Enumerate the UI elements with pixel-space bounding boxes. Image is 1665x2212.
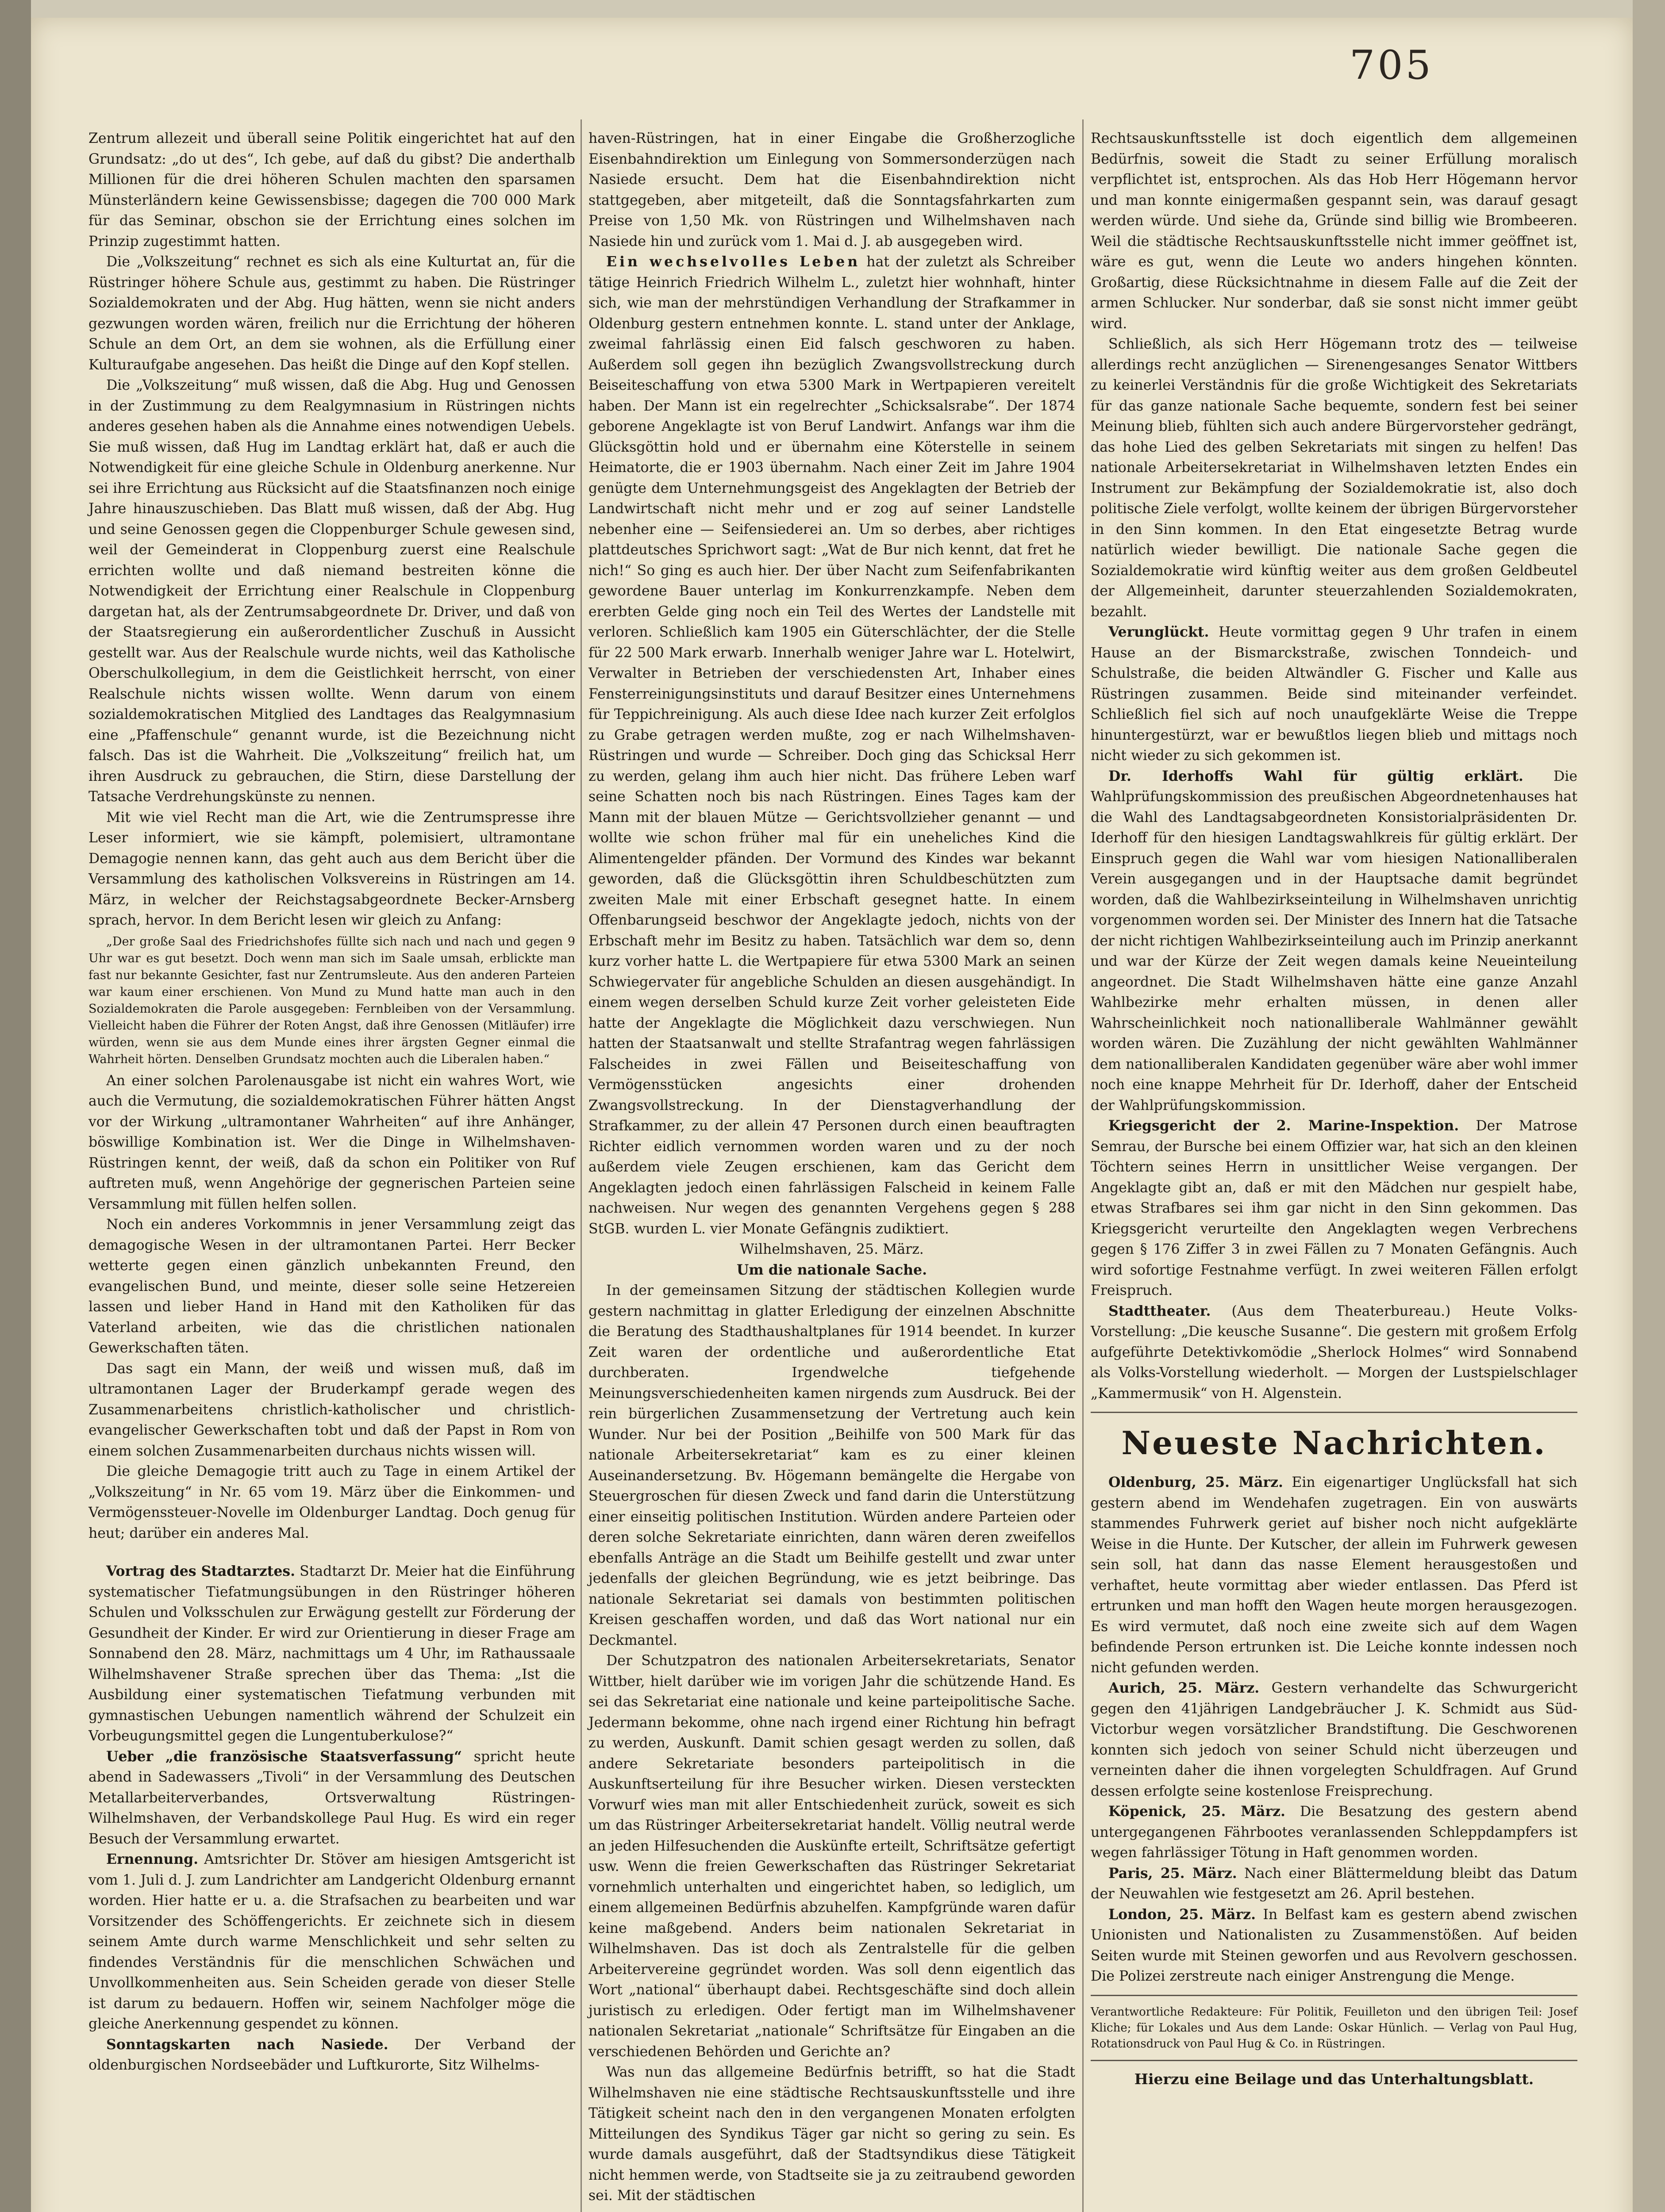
article-heading: Verunglückt. <box>1108 624 1209 640</box>
neueste-nachrichten-title: Neueste Nachrichten. <box>1121 1424 1547 1462</box>
news-place: Oldenburg, 25. März. <box>1108 1474 1283 1490</box>
article-heading: Ernennung. <box>106 1851 199 1867</box>
paragraph: Die gleiche Demagogie tritt auch zu Tage in einem Artikel der „Volkszeitung“ in Nr. 65 vom 19. März über die Einkommen- und Vermögenssteuer-Novelle im Oldenburger Landtag. Doch genug für heut; darüber ein anderes Mal. <box>88 1463 575 1541</box>
article-heading: Um die nationale Sache. <box>736 1261 927 1278</box>
paragraph: Mit wie viel Recht man die Art, wie die Zentrumspresse ihre Leser informiert, wie sie kämpft, polemisiert, ultramontane Demagogie nennen kann, das geht auch aus dem Bericht über die Versammlung des katholischen Volksvereins in Rüstringen am 14. März, in welcher der Reichstagsabgeordnete Becker-Arnsberg sprach, hervor. In dem Bericht lesen wir gleich zu Anfang: <box>88 809 575 928</box>
news-text: Ein eigenartiger Unglücksfall hat sich gestern abend im Wendehafen zugetragen. Ein von auswärts stammendes Fuhrwerk geriet auf bisher noch nicht aufgeklärte Weise in die Hunte. Der Kutscher, der allein im Fuhrwerk gewesen sein soll, hat dann das nasse Element herausgestoßen und verhaftet, heute vormittag aber wieder entlassen. Das Pferd ist ertrunken und man hofft den Wagen heute morgen herausgezogen. Es wird vermutet, daß noch eine zweite sich auf dem Wagen befindende Person ertrunken ist. Die Leiche konnte indessen noch nicht gefunden werden. <box>1091 1475 1578 1676</box>
news-text: In Belfast kam es gestern abend zwischen Unionisten und Nationalisten zu Zusammenstößen. Auf beiden Seiten wurde mit Steinen geworfen und aus Revolvern geschossen. Die Polizei zerstreute nach einiger Anstrengung die Menge. <box>1091 1906 1577 1984</box>
column-3 <box>1091 128 1577 2089</box>
news-item <box>1091 1905 1577 1987</box>
column-1 <box>88 128 575 2076</box>
article-body: Amtsrichter Dr. Stöver am hiesigen Amtsgericht ist vom 1. Juli d. J. zum Landrichter am Landgericht Oldenburg ernannt worden. Hier hatte er u. a. die Strafsachen zu bearbeiten und war Vorsitzender des Schöffengerichts. Er zeichnete sich in diesem seinem Amte durch warme Menschlichkeit und sehr selten zu findendes Verständnis für die menschlichen Schwächen und Unvollkommenheiten aus. Sein Scheiden gerade von dieser Stelle ist darum zu bedauern. Hoffen wir, seinem Nachfolger möge die gleiche Anerkennung gespendet zu können. <box>88 1851 576 2032</box>
column-rule-2 <box>1082 119 1084 2212</box>
article-theater <box>1091 1301 1577 1404</box>
article-verungl <box>1091 622 1577 766</box>
article-heading: Stadttheater. <box>1108 1302 1211 1319</box>
article-body: Die Wahlprüfungskommission des preußischen Abgeordnetenhauses hat die Wahl des Landtagsabgeordneten Konsistorialpräsidenten Dr. Iderhoff für den hiesigen Landtagswahlkreis für gültig erklärt. Der Einspruch gegen die Wahl war vom hiesigen Nationalliberalen Verein ausgegangen und in der Hauptsache damit begründet worden, daß die Wahlbezirkseinteilung in Wilhelmshaven unrichtig vorgenommen worden sei. Der Minister des Innern hat die Tatsache der nicht richtigen Wahlbezirkseinteilung auch im Prinzip anerkannt und war der Kürze der Zeit wegen damals keine Neueinteilung angeordnet. Die Stadt Wilhelmshaven hätte eine ganze Anzahl Wahlbezirke mehr erhalten müssen, in denen aller Wahrscheinlichkeit noch nationalliberale Wahlmänner gewählt worden wären. Die Zuzählung der nicht gewählten Wahlmänner dem nationalliberalen Kandidaten gegenüber wäre aber wohl immer noch eine knappe Mehrheit für Dr. Iderhoff, daher der Entscheid der Wahlprüfungskommission. <box>1091 768 1577 1114</box>
paragraph: Schließlich, als sich Herr Högemann trotz des — teilweise allerdings recht anzüglichen — Sirenengesanges Senator Wittbers zu keinerlei Verständnis für die große Wichtigkeit des Sekretariats für das ganze nationale Sache bequemte, sondern fest bei seiner Meinung blieb, fühlten sich auch andere Bürgervorsteher gedrängt, das hohe Lied des gelben Sekretariats mit singen zu helfen! Das nationale Arbeitersekretariat in Wilhelmshaven letzten Endes ein Instrument zur Bekämpfung der Sozialdemokratie ist, also doch politische Ziele verfolgt, wollte keinem der übrigen Bürgervorsteher in den Sinn kommen. In den Etat eingesetzte Betrag wurde natürlich wieder bewilligt. Die nationale Sache gegen die Sozialdemokratie wird künftig weiter aus dem großen Geldbeutel der Allgemeinheit, darunter steuerzahlenden Sozialdemokraten, bezahlt. <box>1091 336 1577 620</box>
impressum: Verantwortliche Redakteure: Für Politik, Feuilleton und den übrigen Teil: Josef Kliche; für Lokales und Aus dem Lande: Oskar Hünlich. — Verlag von Paul Hug, Rotationsdruck von Paul Hug & Co. in Rüstringen. <box>1091 2005 1577 2051</box>
paragraph: In der gemeinsamen Sitzung der städtischen Kollegien wurde gestern nachmittag in glatter Erledigung der einzelnen Abschnitte die Beratung des Stadthaushaltplanes für 1914 beendet. In kurzer Zeit waren der ordentliche und außerordentliche Etat durchberaten. Irgendwelche tiefgehende Meinungsverschiedenheiten kamen nirgends zum Ausdruck. Bei der rein bürgerlichen Zusammensetzung der Vertretung auch kein Wunder. Nur bei der Position „Beihilfe von 500 Mark für das nationale Arbeitersekretariat“ kam es zu einer kleinen Auseinandersetzung. Bv. Högemann bemängelte die Hergabe von Steuergroschen für diesen Zweck und fand darin die Unterstützung einer einseitig politischen Institution. Würden andere Parteien oder deren solche Sekretariate einrichten, dann wären deren zweifellos ebenfalls Anträge an die Stadt um Beihilfe gestellt und zwar unter jedenfalls der gleichen Begründung, wie es jetzt beibringe. Das nationale Sekretariat sei damals von bestimmten politischen Kreisen geschaffen worden, und daß das Wort national nur ein Deckmantel. <box>588 1283 1075 1648</box>
article-body: Der Verband der oldenburgischen Nordseebäder und Luftkurorte, Sitz Wilhelms- <box>88 2036 576 2073</box>
article-verfassung <box>88 1747 575 1850</box>
paragraph: haven-Rüstringen, hat in einer Eingabe die Großherzogliche Eisenbahndirektion um Einlegung von Sommersonderzügen nach Nasiede ersucht. Dem hat die Eisenbahndirektion nicht stattgegeben, aber mitgeteilt, daß die Sonntagsfahrkarten zum Preise von 1,50 Mk. von Rüstringen und Wilhelmshaven nach Nasiede hin und zurück vom 1. Mai d. J. ab ausgegeben wird. <box>588 131 1075 250</box>
news-text: Nach einer Blättermeldung bleibt das Datum der Neuwahlen wie festgesetzt am 26. April bestehen. <box>1091 1865 1577 1902</box>
news-text: Gestern verhandelte das Schwurgericht gegen den 41jährigen Landgebräucher J. K. Schmidt aus Süd-Victorbur wegen vorsätzlicher Brandstiftung. Die Geschworenen konnten sich jedoch von seiner Schuld nicht überzeugen und verneinten daher die ihnen vorgelegten Schuldfragen. Auf Grund dessen erfolgte seine kostenlose Freisprechung. <box>1091 1680 1578 1799</box>
section-divider <box>1091 2060 1577 2061</box>
paragraph: Zentrum allezeit und überall seine Politik eingerichtet hat auf den Grundsatz: „do ut des“, Ich gebe, auf daß du gibst? Die anderthalb Millionen für die drei höheren Schulen machten den sparsamen Münsterländern keine Gewissensbisse; dagegen die 700 000 Mark für das Seminar, obschon sie der Errichtung eines solchen im Prinzip zugestimmt hatten. <box>88 131 575 250</box>
column-2 <box>588 128 1075 2206</box>
news-text: Die Besatzung des gestern abend untergegangenen Fährbootes veranlassenden Schleppdampfers ist wegen fahrlässiger Tötung in Haft genommen worden. <box>1091 1804 1577 1861</box>
article-ernennung <box>88 1849 575 2035</box>
article-body: hat der zuletzt als Schreiber tätige Heinrich Friedrich Wilhelm L., zuletzt hier wohnhaft, hinter sich, wie man der mehrstündigen Verhandlung der Strafkammer in Oldenburg gestern entnehmen konnte. L. stand unter der Anklage, zweimal fahrlässig einen Eid falsch geschworen zu haben. Außerdem soll gegen ihn bezüglich Zwangsvollstreckung durch Beiseiteschaffung von etwa 5300 Mark in Wertpapieren vereitelt haben. Der Mann ist ein regelrechter „Schicksalsrabe“. Der 1874 geborene Angeklagte ist von Beruf Landwirt. Anfangs war ihm die Glücksgöttin hold und er übernahm eine Köterstelle in seinem Heimatorte, die er 1903 übernahm. Nach einer Zeit im Jahre 1904 genügte dem Unternehmungsgeist des Angeklagten der Betrieb der Landwirtschaft nicht mehr und er zog auf seiner Landstelle nebenher eine — Seifensiederei an. Um so derbes, aber richtiges plattdeutsches Sprichwort sagt: „Wat de Bur nich kennt, dat fret he nich!“ So ging es auch hier. Der über Nacht zum Seifenfabrikanten gewordene Bauer unterlag im Konkurrenzkampfe. Neben dem ererbten Gelde ging noch ein Teil des Wertes der Landstelle mit verloren. Schließlich kam 1905 ein Güterschlächter, der die Stelle für 22 500 Mark erwarb. Innerhalb weniger Jahre war L. Hotelwirt, Verwalter in Betrieben der verschiedensten Art, Inhaber eines Fensterreinigungsinstituts und darauf Besitzer eines Unternehmens für Teppichreinigung. Als auch diese Idee nach kurzer Zeit erfolglos zu Grabe getragen werden mußte, zog er nach Wilhelmshaven-Rüstringen und wurde — Schreiber. Doch ging das Schicksal Herr zu werden, gelang ihm auch hier nicht. Das frühere Leben warf seine Schatten noch bis nach Rüstringen. Eines Tages kam der Mann mit der blauen Mütze — Gerichtsvollzieher genannt — und wollte wie schon früher mal für ein uneheliches Kind die Alimentengelder pfänden. Der Vormund des Kindes war bekannt geworden, daß die Glücksgöttin ihren Schuldbeschützten zum zweiten Male mit einer Erbschaft gesegnet hatte. In einem Offenbarungseid beschwor der Angeklagte jedoch, nichts von der Erbschaft mehr im Besitz zu haben. Tatsächlich war dem so, denn kurz vorher hatte L. die Wertpapiere für etwa 5300 Mark an seinen Schwiegervater für angebliche Schulden an diesen ausgehändigt. In einem wegen derselben Schuld kurze Zeit vorher geleisteten Eide hatte der Angeklagte die Möglichkeit dazu verschwiegen. Nun hatten der Staatsanwalt und stellte Strafantrag wegen fahrlässigen Falscheides in zwei Fällen und Beiseiteschaffung von Vermögensstücken angesichts einer drohenden Zwangsvollstreckung. In der Dienstagverhandlung der Strafkammer, zu der allein 47 Personen durch einen beauftragten Richter eidlich vernommen worden waren und zu der noch außerdem viele Zeugen erschienen, kam das Gericht dem Angeklagten jedoch einen fahrlässigen Falscheid in keinem Falle nachweisen. Nur wegen des genannten Vergehens gegen § 288 StGB. wurden L. vier Monate Gefängnis zudiktiert. <box>588 254 1075 1237</box>
article-heading: Ueber „die französische Staatsverfassung“ <box>106 1748 462 1765</box>
paragraph: An einer solchen Parolenausgabe ist nicht ein wahres Wort, wie auch die Vermutung, die sozialdemokratischen Führer hätten Angst vor der Wirkung „ultramontaner Wahrheiten“ auf ihre Anhänger, böswillige Kombination ist. Wer die Dinge in Wilhelmshaven-Rüstringen kennt, der weiß, daß da schon ein Politiker von Ruf auftreten muß, wenn Angehörige der gegnerischen Parteien seine Versammlung mit füllen helfen sollen. <box>88 1072 575 1212</box>
page-number: 705 <box>1350 42 1434 88</box>
quote-block: „Der große Saal des Friedrichshofes füllte sich nach und nach und gegen 9 Uhr war es gut besetzt. Doch wenn man sich im Saale umsah, erblickte man fast nur bekannte Gesichter, fast nur Zentrumsleute. Aus den anderen Parteien war kaum einer erschienen. Von Mund zu Mund hatte man auch in den Sozialdemokraten die Parole ausgegeben: Fernbleiben von der Versammlung. Vielleicht haben die Führer der Roten Angst, daß ihre Genossen (Mitläufer) irre würden, wenn sie aus dem Munde eines ihrer ärgsten Gegner einmal die Wahrheit hörten. Denselben Grundsatz mochten auch die Liberalen haben.“ <box>88 934 575 1066</box>
article-body: Stadtarzt Dr. Meier hat die Einführung systematischer Tiefatmungsübungen in den Rüstringer höheren Schulen und Volksschulen zur Erwägung gestellt zur Förderung der Gesundheit der Kinder. Er wird zur Orientierung in dieser Frage am Sonnabend den 28. März, nachmittags um 4 Uhr, im Rathaussaale Wilhelmshavener Straße sprechen über das Thema: „Ist die Ausbildung einer systematischen Tiefatmung verbunden mit gymnastischen Uebungen namentlich während der Schulzeit ein Vorbeugungsmittel gegen die Lungentuberkulose?“ <box>88 1563 575 1744</box>
news-item <box>1091 1801 1577 1863</box>
article-body: Der Matrose Semrau, der Bursche bei einem Offizier war, hat sich an den kleinen Töchtern seines Herrn in unsittlicher Weise vergangen. Der Angeklagte gibt an, daß er mit den Mädchen nur gespielt habe, etwas Strafbares sei ihm gar nicht in den Sinn gekommen. Das Kriegsgericht verurteilte den Angeklagten wegen Verbrechens gegen § 176 Ziffer 3 in zwei Fällen zu 7 Monaten Gefängnis. Auch wird sofortige Festnahme verfügt. In zwei weiteren Fällen erfolgt Freispruch. <box>1091 1118 1577 1298</box>
news-item <box>1091 1863 1577 1905</box>
paragraph: Noch ein anderes Vorkommnis in jener Versammlung zeigt das demagogische Wesen in der ultramontanen Partei. Herr Becker wetterte gegen einen gänzlich unbekannten Freund, den evangelischen Bund, und meinte, dieser solle seine Hetzereien lassen und lieber Hand in Hand mit den Katholiken für das Vaterland arbeiten, wie das die christlichen nationalen Gewerkschaften täten. <box>88 1217 575 1356</box>
article-body: (Aus dem Theaterbureau.) Heute Volks-Vorstellung: „Die keusche Susanne“. Die gestern mit großem Erfolg aufgeführte Detektivkomödie „Sherlock Holmes“ wird Sonnabend als Volks-Vorstellung wiederholt. — Morgen der Lustspielschlager „Kammermusik“ von H. Algenstein. <box>1091 1303 1577 1402</box>
article-heading: Kriegsgericht der 2. Marine-Inspektion. <box>1108 1118 1459 1134</box>
paragraph: Die „Volkszeitung“ muß wissen, daß die Abg. Hug und Genossen in der Zustimmung zu dem Realgymnasium in Rüstringen nichts anderes gesehen haben als die Annahme eines notwendigen Uebels. Sie muß wissen, daß Hug im Landtag erklärt hat, daß er auch die Notwendigkeit für eine gleiche Schule in Oldenburg anerkenne. Nur sei ihre Errichtung aus Rücksicht auf die Staatsfinanzen noch einige Jahre hinauszuschieben. Das Blatt muß wissen, daß der Abg. Hug und seine Genossen gegen die Cloppenburger Schule gewesen sind, weil der Gemeinderat in Cloppenburg zuerst eine Realschule errichten wollte und daß niemand bestreiten könne die Notwendigkeit der Errichtung einer Realschule in Cloppenburg dargetan hat, als der Zentrumsabgeordnete Dr. Driver, und daß von der Staatsregierung ein außerordentlicher Zuschuß in Aussicht gestellt war. Aus der Realschule wurde nichts, weil das Katholische Oberschulkollegium, in dem die Geistlichkeit herrscht, von einer Realschule nichts wissen wollte. Wenn darum von einem sozialdemokratischen Mitglied des Landtages das Realgymnasium eine „Pfaffenschule“ genannt wurde, ist die Bezeichnung nicht falsch. Das ist die Wahrheit. Die „Volkszeitung“ freilich hat, um ihren Ausdruck zu gebrauchen, die Stirn, diese Darstellung der Tatsache Verdrehungskünste zu nennen. <box>88 377 575 805</box>
section-divider <box>1091 1995 1577 1996</box>
dateline: Wilhelmshaven, 25. März. <box>740 1241 924 1257</box>
paragraph: Rechtsauskunftsstelle ist doch eigentlich dem allgemeinen Bedürfnis, soweit die Stadt zu seiner Erfüllung moralisch verpflichtet ist, entsprochen. Als das Hob Herr Högemann hervor und man konnte einigermaßen gespannt sein, was darauf gesagt werden würde. Und siehe da, Gründe sind billig wie Brombeeren. Weil die städtische Rechtsauskunftsstelle nicht immer geöffnet ist, wäre es gut, wenn die Leute wo anders hingehen könnten. Großartig, diese Rücksichtnahme in diesem Falle auf die Zeit der armen Schlucker. Nur sonderbar, daß sie sonst nicht immer geübt wird. <box>1091 131 1577 332</box>
column-rule-1 <box>581 119 582 2212</box>
article-heading: Dr. Iderhoffs Wahl für gültig erklärt. <box>1108 768 1523 784</box>
article-iderhoff <box>1091 766 1577 1116</box>
article-sonntag <box>88 2035 575 2076</box>
section-divider <box>1091 1412 1577 1413</box>
news-place: Aurich, 25. März. <box>1108 1680 1260 1696</box>
paragraph: Was nun das allgemeine Bedürfnis betrifft, so hat die Stadt Wilhelmshaven nie eine städtische Rechtsauskunftsstelle und ihre Tätigkeit scheint nach den in den vergangenen Monaten erfolgten Mitteilungen des Syndikus Täger gar nicht so gering zu sein. Es wurde damals ausgeführt, daß der Stadtsyndikus diese Tätigkeit nicht hemmen werde, von Stadtseite sie ja zu zeitraubend geworden sei. Mit der städtischen <box>588 2064 1075 2204</box>
left-page-edge <box>0 0 31 2212</box>
news-place: Köpenick, 25. März. <box>1108 1803 1285 1820</box>
article-leben <box>588 252 1075 1239</box>
article-body: Heute vormittag gegen 9 Uhr trafen in einem Hause an der Bismarckstraße, zwischen Tonndeich- und Schulstraße, die beiden Altwändler G. Fischer und Kalle aus Rüstringen zusammen. Beide sind miteinander verfeindet. Schließlich fiel sich auf noch unaufgeklärte Weise die Treppe hinuntergestürzt, war er bewußtlos liegen blieb und mittags noch nicht wieder zu sich gekommen ist. <box>1091 624 1578 764</box>
news-place: Paris, 25. März. <box>1108 1865 1237 1882</box>
article-heading: Ein wechselvolles Leben <box>606 253 861 270</box>
news-place: London, 25. März. <box>1108 1906 1256 1923</box>
paragraph: Das sagt ein Mann, der weiß und wissen muß, daß im ultramontanen Lager der Bruderkampf gerade wegen des Zusammenarbeitens christlich-katholischer und christlich-evangelischer Gewerkschaften tobt und daß der Papst in Rom von einem solchen Zusammenarbeiten durchaus nichts wissen will. <box>88 1360 575 1459</box>
right-page-edge <box>1633 0 1665 2212</box>
article-vortrag <box>88 1561 575 1747</box>
news-item <box>1091 1678 1577 1801</box>
article-heading: Vortrag des Stadtarztes. <box>106 1563 296 1579</box>
paragraph: Der Schutzpatron des nationalen Arbeitersekretariats, Senator Wittber, hielt darüber wie im vorigen Jahr die schützende Hand. Es sei das Sekretariat eine nationale und keine parteipolitische Sache. Jedermann bekomme, ohne nach irgend einer Richtung hin befragt zu werden, Auskunft. Damit schien gesagt werden zu sollen, daß andere Sekretariate besonders parteipolitisch in die Auskunftserteilung für ihre Besucher wirken. Diesen versteckten Vorwurf wies man mit aller Entschiedenheit zurück, soweit es sich um das Rüstringer Arbeitersekretariat handelt. Völlig neutral werde an jeden Hilfesuchenden die Auskünfte erteilt, Schriftsätze gefertigt usw. Wenn die freien Gewerkschaften das Rüstringer Sekretariat vornehmlich unterhalten und eingerichtet haben, so lediglich, um einem allgemeinen Bedürfnis abzuhelfen. Kampfgründe waren dafür keine maßgebend. Anders beim nationalen Sekretariat in Wilhelmshaven. Das ist doch als Zentralstelle für die gelben Arbeitervereine gegründet worden. Was soll denn eigentlich das Wort „national“ überhaupt dabei. Rechtsgeschäfte sind doch allein juristisch zu erledigen. Oder fertigt man im Wilhelmshavener nationalen Sekretariat „nationale“ Schriftsätze für Eingaben an die verschiedenen Behörden und Gerichte an? <box>588 1653 1075 2060</box>
news-item <box>1091 1472 1577 1678</box>
beilage-notice: Hierzu eine Beilage und das Unterhaltungsblatt. <box>1134 2070 1534 2088</box>
paragraph: Die „Volkszeitung“ rechnet es sich als eine Kulturtat an, für die Rüstringer höhere Schule aus, gestimmt zu haben. Die Rüstringer Sozialdemokraten und der Abg. Hug hätten, wenn sie nicht anders gezwungen worden wären, freilich nur die Errichtung der höheren Schule an dem Ort, an dem sie wohnen, als die Erfüllung einer Kulturaufgabe angesehen. Das heißt die Dinge auf den Kopf stellen. <box>88 254 575 373</box>
article-body: spricht heute abend in Sadewassers „Tivoli“ in der Versammlung des Deutschen Metallarbeiterverbandes, Ortsverwaltung Rüstringen-Wilhelmshaven, der Verbandskollege Paul Hug. Es wird ein reger Besuch der Versammlung erwartet. <box>88 1748 575 1847</box>
article-heading: Sonntagskarten nach Nasiede. <box>106 2036 388 2053</box>
article-krieg <box>1091 1116 1577 1301</box>
